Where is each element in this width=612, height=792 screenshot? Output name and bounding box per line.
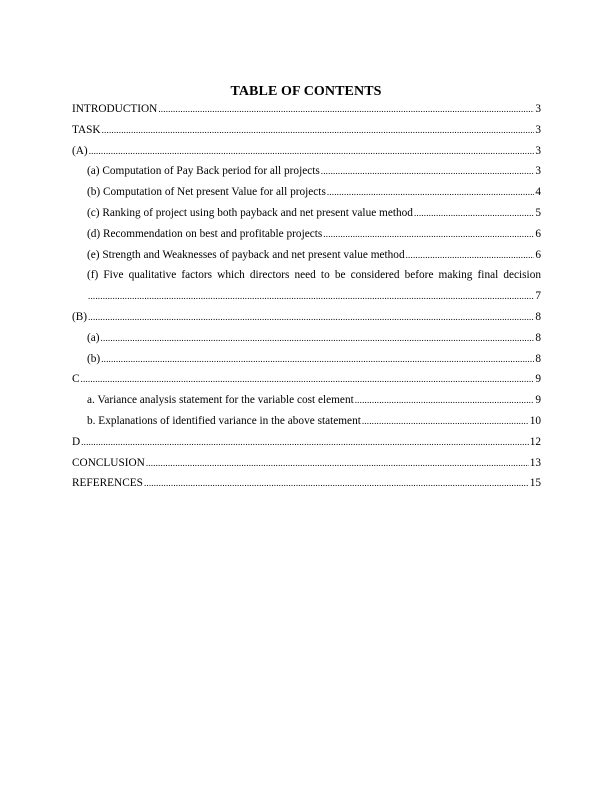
table-of-contents xyxy=(72,99,541,494)
toc-entry-section-c[interactable] xyxy=(72,369,541,390)
toc-page-number: 13 xyxy=(529,456,541,469)
toc-entry-label: (a) Computation of Pay Back period for all projects xyxy=(87,165,320,178)
toc-entry-payback-computation[interactable] xyxy=(72,161,541,182)
toc-page-number: 7 xyxy=(535,290,541,303)
toc-entry-recommendation[interactable] xyxy=(72,224,541,245)
toc-entry-qualitative-factors-continued[interactable] xyxy=(72,286,541,307)
toc-entry-references[interactable] xyxy=(72,473,541,494)
toc-page-number: 9 xyxy=(535,373,541,386)
toc-page-number: 3 xyxy=(535,144,541,157)
toc-entry-section-d[interactable] xyxy=(72,432,541,453)
toc-entry-label: (d) Recommendation on best and profitable projects xyxy=(87,227,323,240)
toc-entry-strengths-weaknesses[interactable] xyxy=(72,245,541,266)
toc-page-number: 8 xyxy=(535,352,541,365)
dot-leader xyxy=(81,369,535,390)
toc-entry-label: (f) Five qualitative factors which directors need to be considered before making final decision xyxy=(87,269,541,282)
toc-entry-npv-computation[interactable] xyxy=(72,182,541,203)
dot-leader xyxy=(158,99,534,120)
toc-entry-label: (b) Computation of Net present Value for all projects xyxy=(87,186,326,199)
toc-entry-qualitative-factors[interactable] xyxy=(72,265,541,286)
toc-page-number: 3 xyxy=(535,123,541,136)
toc-entry-label: TASK xyxy=(72,123,101,136)
dot-leader xyxy=(89,141,535,162)
dot-leader xyxy=(88,286,534,307)
dot-leader xyxy=(81,432,529,453)
toc-page-number: 15 xyxy=(529,477,541,490)
toc-page-number: 10 xyxy=(529,414,541,427)
toc-entry-label: a. Variance analysis statement for the variable cost element xyxy=(87,394,354,407)
dot-leader xyxy=(146,453,529,474)
toc-entry-label: D xyxy=(72,435,81,448)
dot-leader xyxy=(101,328,535,349)
dot-leader xyxy=(355,390,535,411)
toc-entry-variance-explanations[interactable] xyxy=(72,411,541,432)
toc-entry-label: (B) xyxy=(72,310,88,323)
dot-leader xyxy=(414,203,534,224)
toc-entry-label: INTRODUCTION xyxy=(72,103,158,115)
toc-entry-conclusion[interactable] xyxy=(72,453,541,474)
toc-page-number: 5 xyxy=(535,206,541,219)
toc-entry-section-a[interactable] xyxy=(72,141,541,162)
dot-leader xyxy=(323,224,534,245)
toc-page-number: 8 xyxy=(535,331,541,344)
dot-leader xyxy=(321,161,535,182)
toc-page-number: 3 xyxy=(535,165,541,178)
dot-leader xyxy=(144,473,529,494)
toc-entry-label: (a) xyxy=(87,331,100,344)
dot-leader xyxy=(102,120,535,141)
dot-leader xyxy=(101,349,534,370)
toc-page-number: 6 xyxy=(535,227,541,240)
toc-entry-label: (A) xyxy=(72,144,88,157)
toc-entry-label: CONCLUSION xyxy=(72,456,145,469)
toc-entry-label: (b) xyxy=(87,352,101,365)
toc-entry-b-a[interactable] xyxy=(72,328,541,349)
toc-page-number: 12 xyxy=(529,435,541,448)
toc-entry-label: (e) Strength and Weaknesses of payback and net present value method xyxy=(87,248,405,261)
toc-entry-b-b[interactable] xyxy=(72,349,541,370)
toc-page-number: 3 xyxy=(535,103,541,115)
toc-page-number: 4 xyxy=(535,186,541,199)
toc-entry-section-b[interactable] xyxy=(72,307,541,328)
toc-entry-introduction[interactable] xyxy=(72,99,541,120)
toc-entry-task[interactable] xyxy=(72,120,541,141)
dot-leader xyxy=(88,307,534,328)
toc-entry-variance-statement[interactable] xyxy=(72,390,541,411)
toc-entry-ranking[interactable] xyxy=(72,203,541,224)
toc-page-number: 6 xyxy=(535,248,541,261)
dot-leader xyxy=(362,411,529,432)
toc-entry-label: C xyxy=(72,373,80,386)
toc-entry-label: REFERENCES xyxy=(72,477,143,490)
toc-entry-label: (c) Ranking of project using both payback and net present value method xyxy=(87,206,413,219)
toc-entry-label: b. Explanations of identified variance in the above statement xyxy=(87,414,361,427)
toc-title: TABLE OF CONTENTS xyxy=(230,84,382,99)
toc-page-number: 9 xyxy=(535,394,541,407)
dot-leader xyxy=(327,182,534,203)
toc-page-number: 8 xyxy=(535,310,541,323)
dot-leader xyxy=(406,245,535,266)
